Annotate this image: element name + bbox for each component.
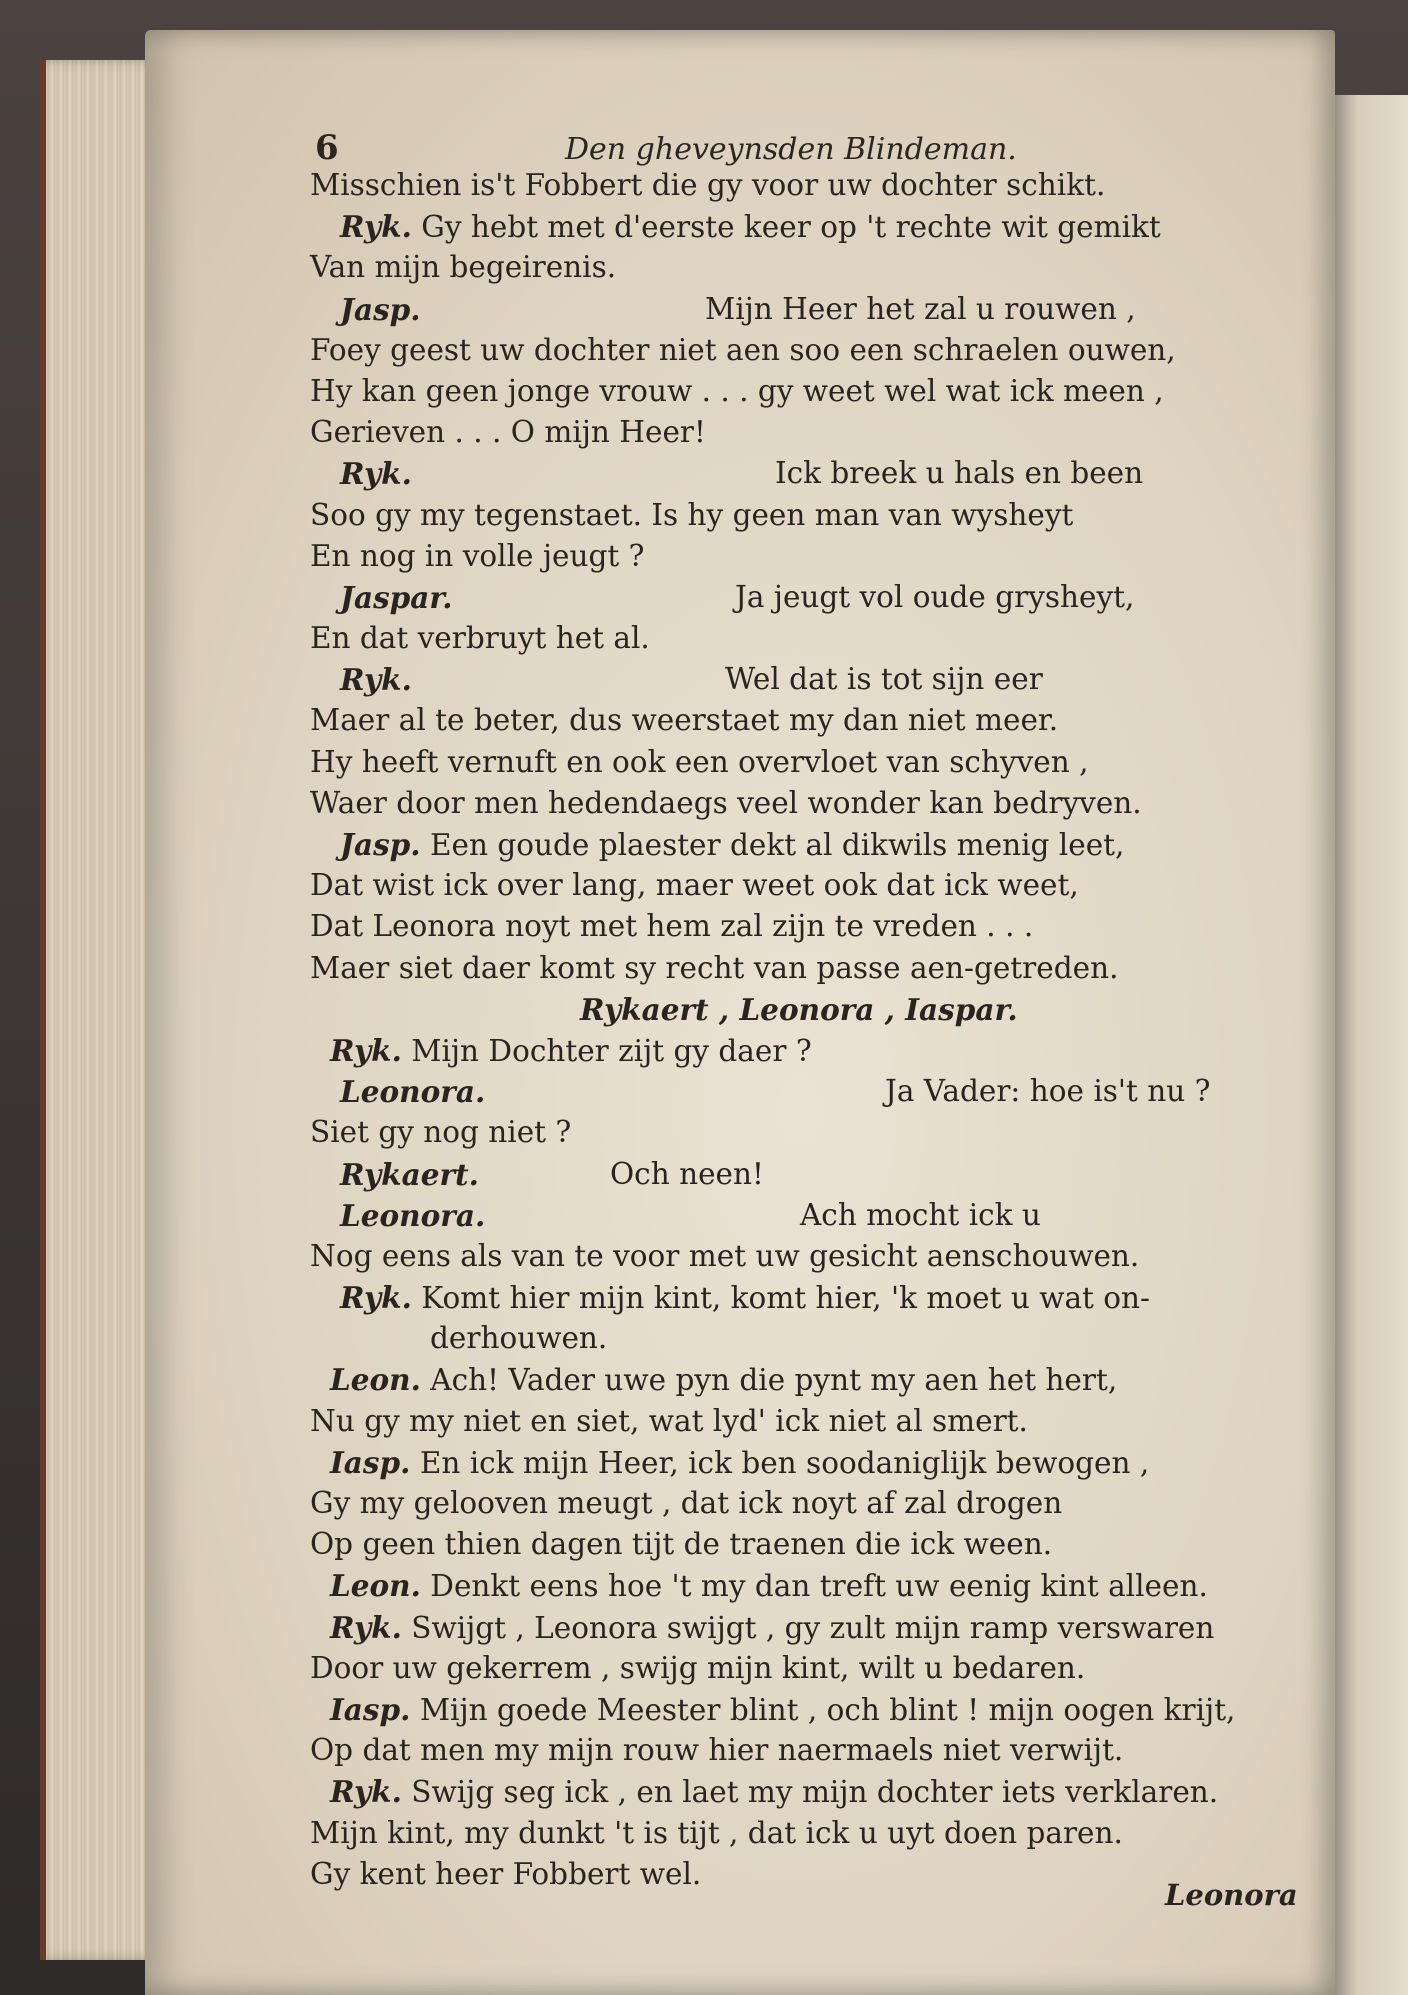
verse-text: Foey geest uw dochter niet aen soo een schraelen ouwen,	[310, 332, 1176, 367]
verse-text: Van mijn begeirenis.	[310, 250, 617, 285]
verse-line	[330, 1771, 1300, 1812]
facing-page-edge	[1330, 95, 1408, 1995]
verse-line	[310, 948, 1300, 989]
verse-text: Gy kent heer Fobbert wel.	[310, 1856, 702, 1891]
verse-text: Ach mocht ick u	[800, 1197, 1041, 1232]
verse-text: Wel dat is tot sijn eer	[725, 662, 1043, 697]
verse-line	[310, 371, 1300, 412]
verse-text: Door uw gekerrem , swijg mijn kint, wilt u bedaren.	[310, 1650, 1086, 1685]
verse-text: Maer siet daer komt sy recht van passe aen-getreden.	[310, 950, 1119, 985]
verse-text: Dat wist ick over lang, maer weet ook dat ick weet,	[310, 868, 1079, 903]
verse-text: Op geen thien dagen tijt de traenen die ick ween.	[310, 1527, 1053, 1562]
verse-line	[310, 577, 1300, 618]
verse-line	[340, 1277, 1300, 1318]
verse-text: Ja jeugt vol oude grysheyt,	[735, 579, 1135, 614]
verse-line	[310, 536, 1300, 577]
verse-text: Maer al te beter, dus weerstaet my dan niet meer.	[310, 703, 1059, 738]
verse-line	[330, 1359, 1300, 1400]
verse-text: Gy my gelooven meugt , dat ick noyt af zal drogen	[310, 1486, 1063, 1520]
verse-line	[310, 659, 1300, 700]
speaker-label: Ryk.	[340, 1280, 412, 1316]
verse-line	[310, 1730, 1300, 1771]
verse-line	[310, 1195, 1300, 1236]
verse-line	[310, 412, 1300, 453]
speaker-label: Jasp.	[340, 291, 421, 327]
verse-line	[310, 865, 1300, 906]
verse-line	[310, 783, 1300, 824]
speaker-label: Ryk.	[330, 1774, 402, 1810]
verse-line	[310, 1483, 1300, 1524]
speaker-label: Leon.	[330, 1362, 421, 1398]
speaker-label: Iasp.	[330, 1691, 411, 1727]
verse-text: Hy kan geen jonge vrouw . . . gy weet wel wat ick meen ,	[310, 373, 1164, 408]
verse-line	[310, 495, 1300, 536]
verse-text: Mijn kint, my dunkt 't is tijt , dat ick u uyt doen paren.	[310, 1815, 1123, 1850]
verse-text: Swijg seg ick , en laet my mijn dochter iets verklaren.	[411, 1775, 1219, 1810]
verse-text: Nog eens als van te voor met uw gesicht aenschouwen.	[310, 1238, 1140, 1273]
verse-line	[430, 1318, 1300, 1359]
scene-characters-line	[310, 989, 1300, 1030]
verse-text: Mijn Dochter zijt gy daer ?	[411, 1033, 812, 1068]
verse-text: Gerieven . . . O mijn Heer!	[310, 415, 706, 450]
verse-line	[310, 906, 1300, 947]
verse-text: En dat verbruyt het al.	[310, 621, 650, 656]
text-block	[310, 165, 1300, 1895]
verse-line	[310, 700, 1300, 741]
verse-text: Siet gy nog niet ?	[310, 1115, 572, 1150]
verse-line	[310, 1813, 1300, 1854]
verse-line	[310, 1154, 1300, 1195]
verse-text: Swijgt , Leonora swijgt , gy zult mijn ramp verswaren	[411, 1610, 1215, 1645]
page-number: 6	[315, 128, 339, 168]
verse-text: Hy heeft vernuft en ook een overvloet van schyven ,	[310, 744, 1089, 779]
speaker-label: Jasp.	[340, 827, 421, 862]
verse-line	[330, 1442, 1300, 1483]
verse-text: Denkt eens hoe 't my dan treft uw eenig kint alleen.	[430, 1569, 1208, 1604]
verse-line	[310, 289, 1300, 330]
verse-line	[330, 1689, 1300, 1730]
speaker-label: Iasp.	[330, 1444, 411, 1480]
verse-line	[340, 206, 1300, 247]
verse-text: Mijn goede Meester blint , och blint ! mijn oogen krijt,	[419, 1692, 1236, 1727]
verse-line	[310, 1236, 1300, 1277]
verse-line	[310, 247, 1300, 288]
verse-text: Waer door men hedendaegs veel wonder kan bedryven.	[310, 785, 1142, 820]
verse-text: Een goude plaester dekt al dikwils menig leet,	[429, 828, 1125, 862]
verse-text: Ja Vader: hoe is't nu ?	[885, 1074, 1211, 1109]
scene-characters: Rykaert , Leonora , Iaspar.	[580, 991, 1018, 1027]
verse-text: Misschien is't Fobbert die gy voor uw dochter schikt.	[310, 168, 1106, 202]
verse-text: Komt hier mijn kint, komt hier, 'k moet u wat on-	[421, 1281, 1150, 1316]
verse-line	[310, 618, 1300, 659]
verse-line	[310, 165, 1300, 206]
verse-text: Mijn Heer het zal u rouwen ,	[705, 291, 1136, 326]
speaker-label: Jaspar.	[340, 579, 453, 615]
verse-text: derhouwen.	[430, 1321, 608, 1356]
catchword: Leonora	[1165, 1878, 1298, 1912]
speaker-label: Leonora.	[340, 1074, 486, 1110]
speaker-label: Ryk.	[340, 456, 412, 492]
verse-line	[310, 1854, 1300, 1895]
verse-line	[310, 1401, 1300, 1442]
verse-text: Gy hebt met d'eerste keer op 't rechte wit gemikt	[421, 210, 1161, 245]
verse-line	[310, 330, 1300, 371]
speaker-label: Ryk.	[330, 1032, 402, 1068]
verse-line	[340, 824, 1300, 865]
verse-text: Soo gy my tegenstaet. Is hy geen man van wysheyt	[310, 497, 1074, 532]
speaker-label: Ryk.	[330, 1609, 402, 1645]
verse-line	[310, 742, 1300, 783]
speaker-label: Leonora.	[340, 1197, 486, 1233]
verse-line	[310, 1524, 1300, 1565]
verse-line	[310, 1071, 1300, 1112]
verse-text: Ach! Vader uwe pyn die pynt my aen het hert,	[430, 1363, 1118, 1398]
speaker-label: Leon.	[330, 1568, 421, 1604]
verse-text: Och neen!	[610, 1156, 764, 1191]
verse-line	[330, 1030, 1300, 1071]
verse-line	[310, 1112, 1300, 1153]
verse-text: Nu gy my niet en siet, wat lyd' ick niet al smert.	[310, 1403, 1028, 1438]
speaker-label: Ryk.	[340, 209, 412, 245]
verse-text: Ick breek u hals en been	[775, 456, 1144, 491]
verse-line	[330, 1565, 1300, 1606]
verse-text: Op dat men my mijn rouw hier naermaels niet verwijt.	[310, 1733, 1124, 1768]
verse-text: Dat Leonora noyt met hem zal zijn te vreden . . .	[310, 909, 1034, 944]
verse-line	[310, 453, 1300, 494]
verse-line	[310, 1648, 1300, 1689]
running-title: Den gheveynsden Blindeman.	[565, 132, 1017, 167]
verse-line	[330, 1607, 1300, 1648]
verse-text: En ick mijn Heer, ick ben soodaniglijk bewogen ,	[419, 1445, 1150, 1480]
verse-text: En nog in volle jeugt ?	[310, 538, 645, 573]
speaker-label: Ryk.	[340, 662, 412, 698]
speaker-label: Rykaert.	[340, 1156, 479, 1192]
